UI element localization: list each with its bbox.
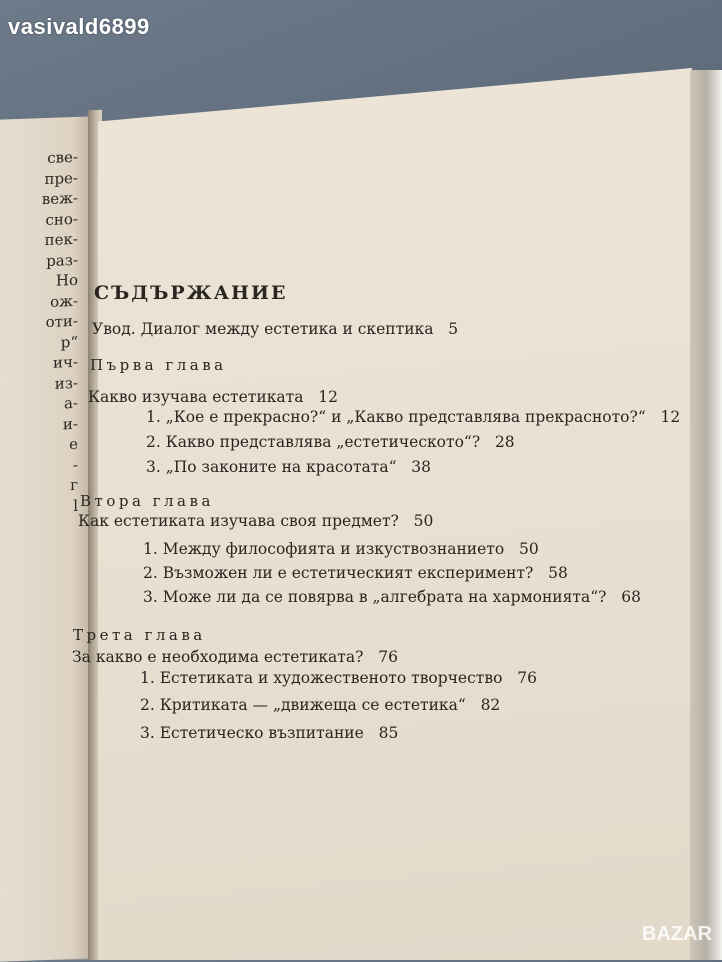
toc-item	[146, 433, 515, 451]
toc-entry-title: Как естетиката изучава своя предмет?	[78, 512, 399, 530]
toc-entry-page: 50	[518, 540, 539, 558]
toc-entry-title: Какво изучава естетиката	[88, 388, 304, 406]
toc-entry-title: Между философията и изкуствознанието	[162, 540, 505, 558]
toc-item-number: 2.	[146, 433, 161, 451]
toc-entry-title: Естетиката и художественото творчество	[159, 669, 503, 687]
toc-entry-title: „Кое е прекрасно?“ и „Какво представлява прекрасното?“	[165, 408, 646, 426]
toc-item	[143, 588, 641, 606]
toc-item	[146, 408, 680, 426]
fragment: -	[72, 455, 78, 474]
fragment: р“	[60, 332, 78, 351]
toc-entry-title: Критиката — „движеща се естетика“	[159, 696, 466, 714]
toc-item	[143, 564, 568, 582]
toc-entry-page: 85	[378, 724, 399, 742]
bazar-watermark: BAZAR	[642, 923, 712, 945]
chapter-label: Втора глава	[80, 492, 214, 510]
toc-item	[140, 724, 398, 742]
toc-item-number: 1.	[146, 408, 161, 426]
watermark-username: vasivald6899	[8, 14, 150, 39]
fragment: веж-	[41, 188, 78, 209]
toc-item-number: 2.	[143, 564, 158, 582]
toc-item-number: 3.	[146, 458, 161, 476]
fragment: раз-	[46, 250, 78, 270]
fragment: сно-	[45, 209, 78, 229]
toc-item	[140, 696, 500, 714]
toc-item-number: 1.	[140, 669, 155, 687]
toc-entry-page: 76	[517, 669, 537, 687]
toc-entry-page: 12	[660, 408, 681, 426]
toc-heading: СЪДЪРЖАНИЕ	[94, 282, 288, 304]
fragment: г	[70, 475, 78, 495]
fragment: ич-	[53, 352, 78, 372]
toc-entry-page: 68	[621, 588, 641, 606]
toc-entry-title: Увод. Диалог между естетика и скептика	[92, 320, 434, 338]
chapter-label: Първа глава	[90, 356, 227, 374]
fragment: е	[69, 434, 78, 454]
toc-intro	[92, 320, 458, 338]
toc-entry-title: Може ли да се повярва в „алгебрата на хармонията“?	[162, 588, 607, 606]
toc-item	[143, 540, 539, 558]
toc-entry-page: 76	[378, 648, 398, 666]
fragment: l	[73, 496, 78, 515]
toc-entry-page: 50	[413, 512, 434, 530]
toc-entry-title: Естетическо възпитание	[159, 724, 364, 742]
fragment: из-	[54, 373, 78, 393]
toc-entry-title: „По законите на красотата“	[165, 458, 397, 476]
toc-entry-page: 58	[548, 564, 568, 582]
toc-entry-page: 12	[318, 388, 338, 406]
toc-entry-title: За какво е необходима естетиката?	[72, 648, 364, 666]
toc-item-number: 2.	[140, 696, 155, 714]
toc-item-number: 3.	[140, 724, 155, 742]
toc-entry-page: 38	[411, 458, 432, 476]
chapter-title	[88, 388, 338, 406]
fragment: Но	[55, 270, 78, 290]
toc-entry-title: Какво представлява „естетическото“?	[165, 433, 481, 451]
toc-entry-page: 82	[480, 696, 501, 714]
fragment: пек-	[44, 229, 78, 250]
toc-entry-page: 5	[448, 320, 459, 338]
toc-item	[140, 669, 537, 687]
toc-item	[146, 458, 431, 476]
toc-entry-page: 28	[494, 433, 515, 451]
chapter-title	[78, 512, 433, 530]
fragment: пре-	[44, 168, 78, 188]
toc-item-number: 3.	[143, 588, 158, 606]
toc-item-number: 1.	[143, 540, 158, 558]
fragment: ож-	[50, 291, 78, 311]
fragment: а-	[63, 393, 78, 413]
toc-entry-title: Възможен ли е естетическият експеримент?	[162, 564, 534, 582]
fragment: све-	[47, 147, 78, 167]
fragment: и-	[62, 414, 78, 433]
fragment: оти-	[45, 311, 78, 332]
chapter-title	[72, 648, 398, 666]
chapter-label: Трета глава	[73, 626, 206, 644]
